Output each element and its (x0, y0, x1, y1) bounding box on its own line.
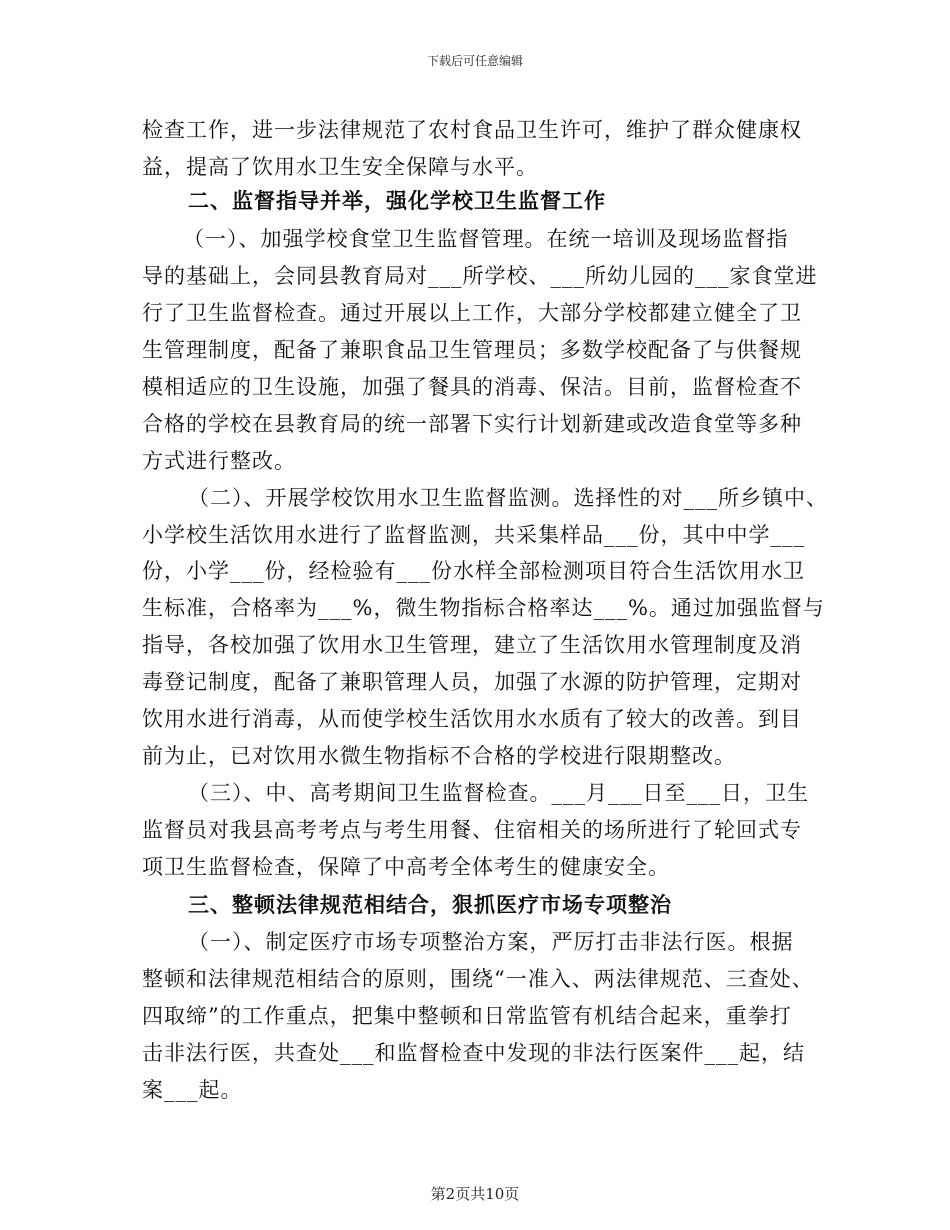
text-line: 整顿和法律规范相结合的原则，围绕“一准入、两法律规范、三查处、 (142, 967, 814, 991)
text-line: 行了卫生监督检查。通过开展以上工作，大部分学校都建立健全了卫 (142, 301, 802, 325)
text-line: 小学校生活饮用水进行了监督监测，共采集样品___份，其中中学___ (142, 523, 805, 547)
text-line: （二）、开展学校饮用水卫生监督监测。选择性的对___所乡镇中、 (188, 486, 828, 510)
text-line: 前为止，已对饮用水微生物指标不合格的学校进行限期整改。 (142, 744, 736, 768)
text-line: 合格的学校在县教育局的统一部署下实行计划新建或改造食堂等多种 (142, 412, 802, 436)
text-line: 生标准，合格率为___%，微生物指标合格率达___%。通过加强监督与 (142, 596, 825, 620)
text-line: 检查工作，进一步法律规范了农村食品卫生许可，维护了群众健康权 (142, 118, 802, 142)
section-heading: 二、监督指导并举，强化学校卫生监督工作 (188, 188, 606, 213)
text-line: 指导，各校加强了饮用水卫生管理，建立了生活饮用水管理制度及消 (142, 633, 802, 657)
page-footer: 第2页共10页 (430, 1185, 520, 1203)
text-line: （一）、制定医疗市场专项整治方案，严厉打击非法行医。根据 (188, 930, 794, 954)
text-line: 毒登记制度，配备了兼职管理人员，加强了水源的防护管理，定期对 (142, 670, 802, 694)
text-line: 饮用水进行消毒，从而使学校生活饮用水水质有了较大的改善。到目 (142, 707, 802, 731)
text-line: 击非法行医，共查处___和监督检查中发现的非法行医案件___起，结 (142, 1041, 805, 1065)
text-line: 四取缔”的工作重点，把集中整顿和日常监管有机结合起来，重拳打 (142, 1004, 792, 1028)
text-line: （一）、加强学校食堂卫生监督管理。在统一培训及现场监督指 (183, 227, 789, 251)
text-line: 方式进行整改。 (142, 449, 296, 473)
text-line: （三）、中、高考期间卫生监督检查。___月___日至___日，卫生 (188, 781, 809, 805)
text-line: 模相适应的卫生设施，加强了餐具的消毒、保洁。目前，监督检查不 (142, 375, 802, 399)
page-header: 下载后可任意编辑 (426, 54, 523, 68)
section-heading: 三、整顿法律规范相结合，狠抓医疗市场专项整治 (188, 892, 672, 917)
text-line: 监督员对我县高考考点与考生用餐、住宿相关的场所进行了轮回式专 (142, 818, 802, 842)
text-line: 导的基础上，会同县教育局对___所学校、___所幼儿园的___家食堂进 (142, 264, 818, 288)
text-line: 项卫生监督检查，保障了中高考全体考生的健康安全。 (142, 855, 670, 879)
text-line: 益，提高了饮用水卫生安全保障与水平。 (142, 155, 538, 179)
text-line: 案___起。 (142, 1078, 243, 1102)
text-line: 份，小学___份，经检验有___份水样全部检测项目符合生活饮用水卫 (142, 559, 805, 583)
text-line: 生管理制度，配备了兼职食品卫生管理员；多数学校配备了与供餐规 (142, 338, 802, 362)
